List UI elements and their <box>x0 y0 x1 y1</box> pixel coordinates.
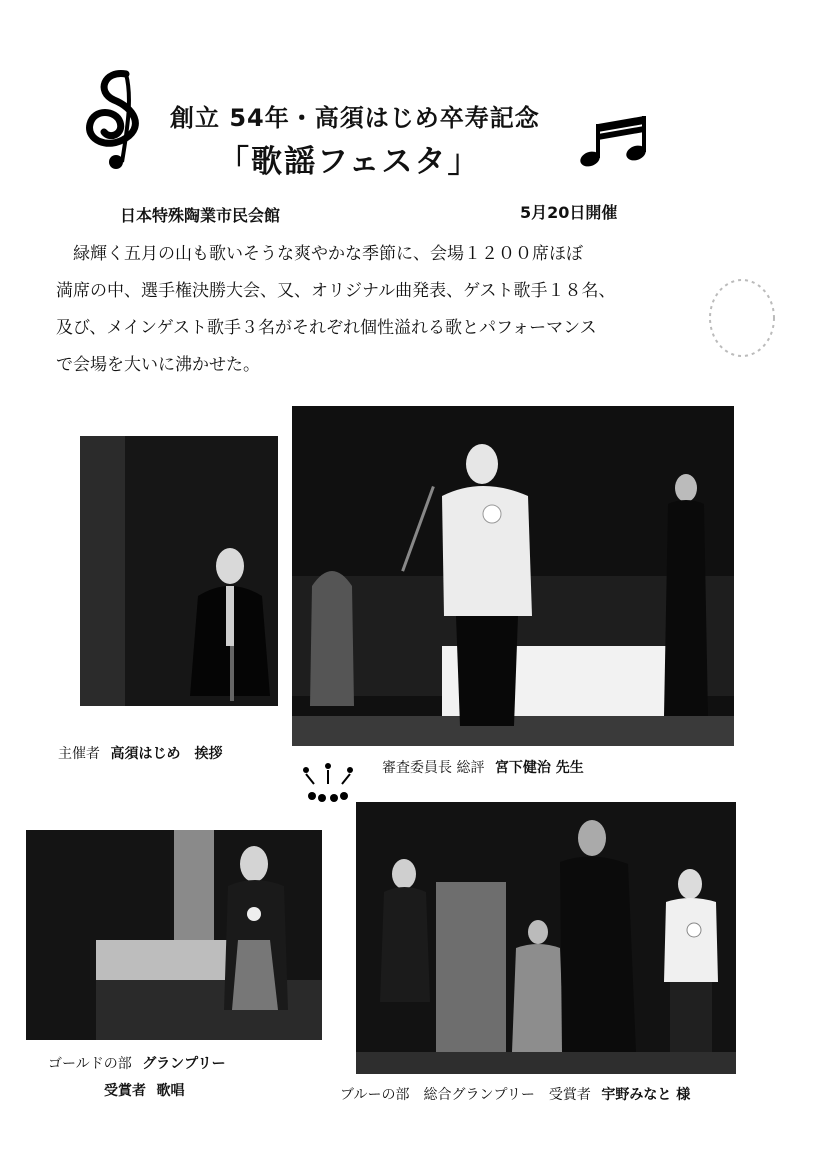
caption-role: 審査委員長 総評 <box>382 760 485 776</box>
caption-role: 主催者 <box>58 746 100 762</box>
caption-role: ゴールドの部 <box>48 1056 132 1072</box>
photo-host-greeting <box>80 436 278 706</box>
caption-host <box>58 743 222 763</box>
event-date: 5月20日開催 <box>520 203 618 222</box>
caption-role: ブルーの部 総合グランプリー 受賞者 <box>340 1087 591 1103</box>
caption-blue <box>340 1084 690 1104</box>
caption-name: 宮下健治 先生 <box>494 760 584 776</box>
treble-clef-icon <box>74 66 164 176</box>
caption-role: 受賞者 <box>104 1083 146 1099</box>
intro-line: で会場を大いに沸かせた。 <box>56 355 260 375</box>
caption-name: 高須はじめ 挨拶 <box>110 746 223 762</box>
intro-line: 満席の中、選手権決勝大会、又、オリジナル曲発表、ゲスト歌手１８名、 <box>56 281 616 301</box>
venue-name: 日本特殊陶業市民会館 <box>120 206 281 225</box>
caption-chief-judge <box>382 757 584 777</box>
caption-award: グランプリー <box>142 1056 226 1072</box>
event-subtitle: 創立 54年・高須はじめ卒寿記念 <box>170 104 540 132</box>
photo-gold-grand-prix <box>26 830 322 1040</box>
intro-paragraph <box>56 236 696 384</box>
photo-blue-grand-prix <box>356 802 736 1074</box>
crown-icon <box>298 762 358 806</box>
event-title: 「歌謡フェスタ」 <box>218 144 481 180</box>
beamed-notes-icon <box>578 112 658 172</box>
caption-gold-line1 <box>48 1053 226 1073</box>
intro-line: 及び、メインゲスト歌手３名がそれぞれ個性溢れる歌とパフォーマンス <box>56 318 597 338</box>
caption-name: 宇野みなと 様 <box>601 1087 691 1103</box>
intro-line: 緑輝く五月の山も歌いそうな爽やかな季節に、会場１２００席ほぼ <box>73 244 583 264</box>
caption-name: 歌唱 <box>156 1083 185 1099</box>
caption-gold-line2 <box>104 1080 184 1100</box>
photo-chief-judge <box>292 406 734 746</box>
smudge-mark <box>702 272 782 362</box>
